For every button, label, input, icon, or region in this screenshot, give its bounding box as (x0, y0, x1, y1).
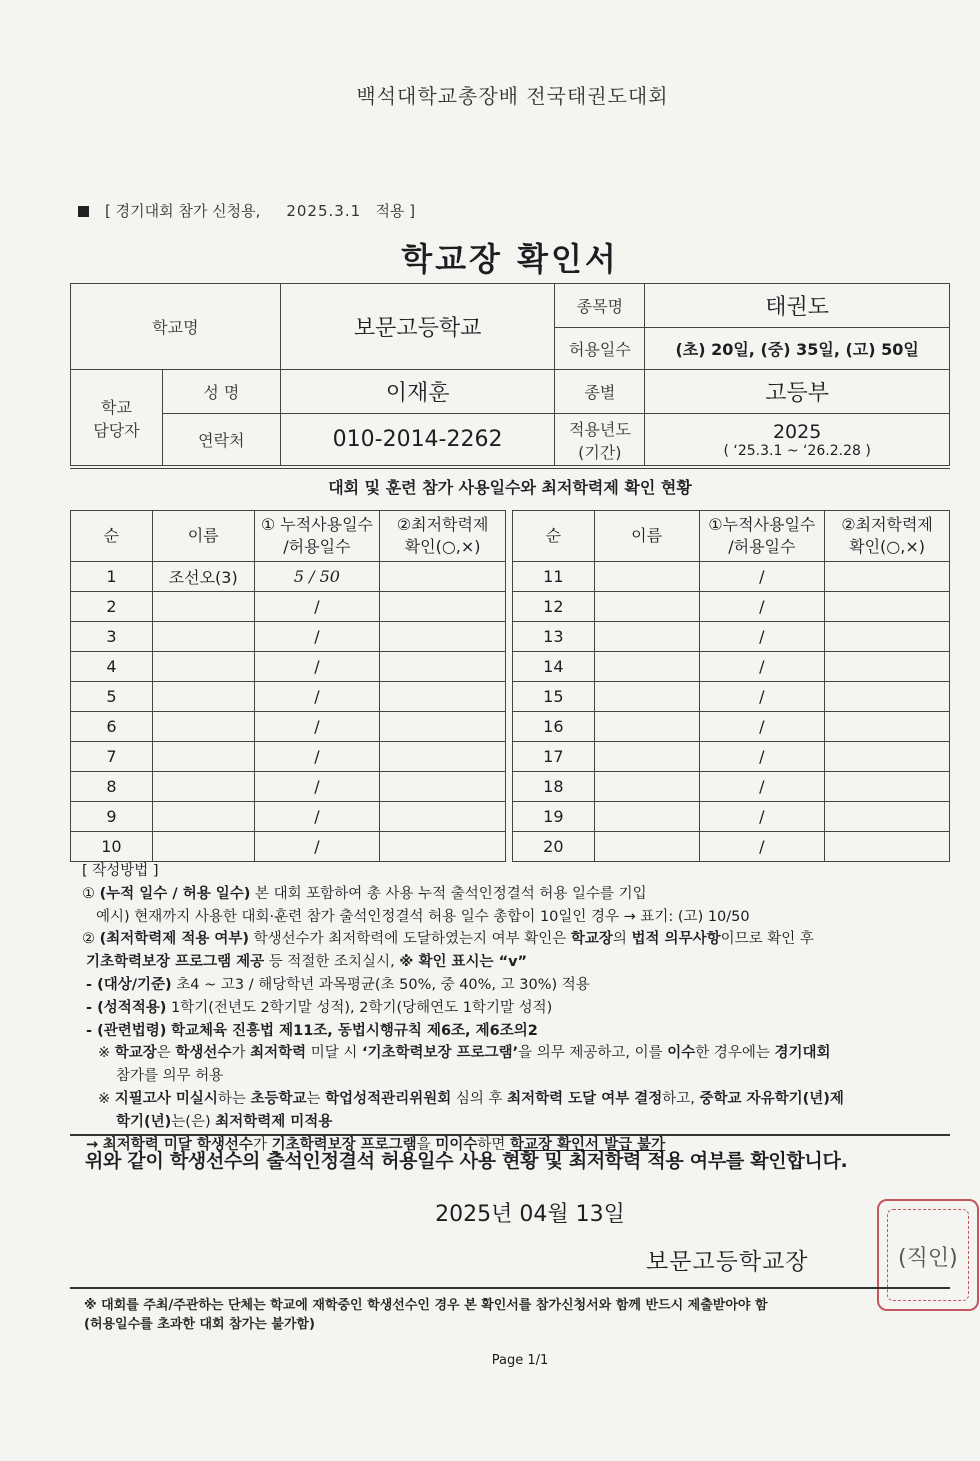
row-days: / (254, 592, 380, 622)
row-check (825, 712, 950, 742)
row-num: 8 (71, 772, 153, 802)
header-name-right: 이름 (594, 511, 699, 562)
row-check (380, 712, 506, 742)
table-row (71, 802, 950, 832)
column-gap (505, 712, 512, 742)
instruction-2-bold2: 학교장 (570, 931, 613, 948)
row-name: 조선오(3) (152, 562, 254, 592)
row-check (825, 562, 950, 592)
row-days: / (699, 562, 825, 592)
arrow-g: 하면 (477, 1136, 506, 1153)
sport-value: 태권도 (645, 284, 950, 328)
year-label-line2: (기간) (578, 442, 622, 462)
law-text: 학교체육 진흥법 제11조, 동법시행규칙 제6조, 제6조의2 (170, 1022, 538, 1039)
column-gap (505, 802, 512, 832)
instructions-heading: [ 작성방법 ] (82, 863, 159, 879)
row-check (825, 742, 950, 772)
instruction-line-3 (82, 951, 952, 974)
row-days: / (699, 772, 825, 802)
note-1-e: 가 (231, 1045, 246, 1062)
confirmation-statement: 위와 같이 학생선수의 출석인정결석 허용일수 사용 현황 및 최저학력 적용 여부를 확인합니다. (85, 1150, 848, 1172)
row-check (825, 652, 950, 682)
instruction-note-2 (82, 1088, 952, 1111)
contact-label: 연락처 (162, 414, 280, 466)
manager-label (71, 370, 163, 466)
note-1-b: 학교장 (114, 1045, 157, 1062)
year-period: ( ‘25.3.1 ~ ‘26.2.28 ) (723, 442, 871, 459)
header-days-line2: /허용일수 (283, 537, 351, 556)
row-num: 20 (512, 832, 594, 862)
instruction-note-1-cont: 참가를 의무 허용 (116, 1068, 224, 1085)
year-label (555, 414, 645, 466)
row-check (380, 772, 506, 802)
note-2-d: 초등학교 (250, 1090, 307, 1107)
instruction-2-mid: 의 (612, 931, 627, 948)
row-num: 16 (512, 712, 594, 742)
row-num: 17 (512, 742, 594, 772)
row-days: / (699, 832, 825, 862)
allowed-days-label: 허용일수 (555, 328, 645, 370)
row-name (594, 742, 699, 772)
row-days: / (254, 652, 380, 682)
division-value: 고등부 (645, 370, 950, 414)
note-1-c: 은 (156, 1045, 171, 1062)
roster-header-row (71, 511, 950, 562)
manager-label-line1: 학교 (100, 397, 132, 417)
row-days: / (699, 622, 825, 652)
note-2-f: 학업성적관리위원회 (325, 1090, 452, 1107)
row-days: / (254, 622, 380, 652)
row-num: 6 (71, 712, 153, 742)
row-days: / (699, 682, 825, 712)
row-days: 5 / 50 (254, 562, 380, 592)
row-check (380, 622, 506, 652)
law-bold: - (관련법령) (86, 1022, 167, 1039)
header-num-right: 순 (512, 511, 594, 562)
instruction-1-text: 본 대회 포함하여 총 사용 누적 출석인정결석 허용 일수를 기입 (255, 885, 647, 902)
header-days-right (699, 511, 825, 562)
instruction-3-bold2: ※ 확인 표시는 “v” (399, 954, 528, 971)
note-2-cont-a: 학기(년) (116, 1113, 172, 1130)
table-row (71, 652, 950, 682)
row-num: 4 (71, 652, 153, 682)
row-name (152, 712, 254, 742)
row-name (152, 682, 254, 712)
instruction-law (82, 1020, 952, 1043)
athlete-roster-table (70, 510, 950, 862)
note-1-l: 경기대회 (774, 1045, 831, 1062)
note-2-j: 중학교 자유학기(년)제 (699, 1090, 844, 1107)
instruction-example: 예시) 현재까지 사용한 대회·훈련 참가 출석인정결석 허용 일수 총합이 10일인 경우 → 표기: (고) 10/50 (96, 908, 750, 925)
arrow-h: 학교장 확인서 발급 불가 (509, 1136, 666, 1153)
row-days: / (699, 652, 825, 682)
row-check (825, 622, 950, 652)
instruction-note-2-cont (82, 1111, 952, 1134)
row-check (380, 682, 506, 712)
instruction-2-bold: (최저학력제 적용 여부) (99, 931, 250, 948)
row-name (152, 802, 254, 832)
year-value: 2025 (772, 420, 822, 443)
note-2-c: 하는 (217, 1090, 246, 1107)
row-check (825, 682, 950, 712)
division-label: 종별 (555, 370, 645, 414)
school-name-value: 보문고등학교 (280, 284, 555, 370)
row-name (594, 802, 699, 832)
target-bold: - (대상/기준) (86, 976, 172, 993)
header-check-right-line1: ②최저학력제 (841, 515, 933, 534)
row-days: / (699, 712, 825, 742)
table-row (71, 832, 950, 862)
circled-one: ① (82, 885, 95, 902)
divider-bottom (70, 1287, 950, 1289)
manager-name-value: 이재훈 (280, 370, 555, 414)
note-1-j: 이수 (667, 1045, 696, 1062)
row-name (152, 772, 254, 802)
arrow-e: 을 (416, 1136, 431, 1153)
footnote-line-1: ※ 대회를 주최/주관하는 단체는 학교에 재학중인 학생선수인 경우 본 확인서를 참가신청서와 함께 반드시 제출받아야 함 (84, 1298, 768, 1313)
arrow-f: 미이수 (435, 1136, 478, 1153)
row-check (380, 562, 506, 592)
row-num: 3 (71, 622, 153, 652)
row-check (380, 742, 506, 772)
arrow-b: 최저학력 미달 학생선수 (102, 1136, 253, 1153)
row-check (380, 652, 506, 682)
row-check (825, 802, 950, 832)
column-gap (505, 682, 512, 712)
row-days: / (699, 742, 825, 772)
header-days-right-line2: /허용일수 (728, 537, 796, 556)
column-gap (505, 511, 512, 562)
table-row (71, 592, 950, 622)
row-check (380, 832, 506, 862)
note-1-h: ‘기초학력보장 프로그램’ (361, 1045, 519, 1062)
contact-value: 010-2014-2262 (280, 414, 555, 466)
instruction-2-end: 이므로 확인 후 (720, 931, 814, 948)
instruction-note-1 (82, 1042, 952, 1065)
form-tag-text: [ 경기대회 참가 신청용, (105, 202, 261, 220)
principal-name: 보문고등학교장 (646, 1249, 809, 1275)
column-gap (505, 622, 512, 652)
instruction-target (82, 974, 952, 997)
column-gap (505, 562, 512, 592)
header-check-right (825, 511, 950, 562)
instruction-2-bold3: 법적 의무사항 (631, 931, 721, 948)
row-days: / (254, 712, 380, 742)
instruction-3-bold: 기초학력보장 프로그램 제공 (86, 954, 265, 971)
header-days (254, 511, 380, 562)
column-gap (505, 742, 512, 772)
row-num: 2 (71, 592, 153, 622)
page-number: Page 1/1 (491, 1353, 549, 1368)
row-check (380, 802, 506, 832)
table-row (71, 682, 950, 712)
document-title: 학교장 확인서 (401, 240, 619, 278)
row-name (594, 832, 699, 862)
document-date: 2025년 04월 13일 (435, 1202, 625, 1227)
header-days-line1: ① 누적사용일수 (260, 515, 373, 534)
row-name (594, 562, 699, 592)
row-name (152, 622, 254, 652)
divider-top (70, 1134, 950, 1136)
row-days: / (254, 802, 380, 832)
note-1-f: 최저학력 (250, 1045, 307, 1062)
note-mark: ※ (98, 1045, 111, 1062)
arrow-a: → (86, 1136, 99, 1153)
note-2-e: 는 (306, 1090, 321, 1107)
row-check (825, 592, 950, 622)
row-check (825, 832, 950, 862)
instruction-2-text: 학생선수가 최저학력에 도달하였는지 여부 확인은 (253, 931, 567, 948)
row-name (594, 712, 699, 742)
row-check (825, 772, 950, 802)
table-row (71, 622, 950, 652)
note-2-g: 심의 후 (455, 1090, 503, 1107)
note-2-cont-c: 최저학력제 미적용 (215, 1113, 333, 1130)
grades-bold: - (성적적용) (86, 999, 167, 1016)
table-row (71, 562, 950, 592)
row-num: 9 (71, 802, 153, 832)
header-num: 순 (71, 511, 153, 562)
note-1-g: 미달 시 (310, 1045, 358, 1062)
table-row (71, 712, 950, 742)
form-tag-suffix: 적용 ] (375, 202, 416, 220)
column-gap (505, 772, 512, 802)
row-num: 11 (512, 562, 594, 592)
instructions (82, 860, 952, 1156)
row-num: 5 (71, 682, 153, 712)
row-name (594, 652, 699, 682)
row-days: / (699, 802, 825, 832)
row-name (594, 592, 699, 622)
year-label-line1: 적용년도 (568, 419, 631, 439)
row-name (152, 742, 254, 772)
event-title: 백석대학교총장배 전국태권도대회 (356, 84, 669, 108)
instruction-line-2 (82, 928, 952, 951)
allowed-days-value: (초) 20일, (중) 35일, (고) 50일 (645, 328, 950, 370)
row-name (594, 622, 699, 652)
section-title: 대회 및 훈련 참가 사용일수와 최저학력제 확인 현황 (70, 468, 950, 509)
year-value-cell (645, 414, 950, 466)
row-days: / (254, 682, 380, 712)
manager-name-label: 성 명 (162, 370, 280, 414)
note-2-cont-b: 는(은) (171, 1113, 211, 1130)
row-num: 1 (71, 562, 153, 592)
footnote (84, 1296, 954, 1334)
row-num: 15 (512, 682, 594, 712)
note-2-b: 지필고사 미실시 (114, 1090, 218, 1107)
column-gap (505, 652, 512, 682)
square-bullet-icon (78, 206, 89, 217)
sport-label: 종목명 (555, 284, 645, 328)
form-tag (78, 200, 415, 221)
footnote-line-2: (허용일수를 초과한 대회 참가는 불가함) (84, 1317, 315, 1332)
instruction-1-bold: (누적 일수 / 허용 일수) (99, 885, 251, 902)
manager-label-line2: 담당자 (93, 420, 140, 440)
column-gap (505, 832, 512, 862)
row-days: / (254, 832, 380, 862)
note-1-i: 을 의무 제공하고, 이를 (518, 1045, 663, 1062)
note-mark: ※ (98, 1090, 111, 1107)
target-text: 초4 ~ 고3 / 해당학년 과목평균(초 50%, 중 40%, 고 30%) 적용 (176, 976, 590, 993)
row-num: 19 (512, 802, 594, 832)
header-name: 이름 (152, 511, 254, 562)
header-check-line2: 확인(○,×) (404, 537, 481, 556)
note-2-h: 최저학력 도달 여부 결정 (507, 1090, 663, 1107)
grades-text: 1학기(전년도 2학기말 성적), 2학기(당해연도 1학기말 성적) (170, 999, 553, 1016)
note-1-d: 학생선수 (175, 1045, 232, 1062)
row-check (380, 592, 506, 622)
instruction-line-1 (82, 883, 952, 906)
header-check-right-line2: 확인(○,×) (849, 537, 925, 556)
arrow-c: 가 (252, 1136, 267, 1153)
header-days-right-line1: ①누적사용일수 (708, 515, 816, 534)
table-row (71, 772, 950, 802)
note-1-k: 한 경우에는 (695, 1045, 770, 1062)
row-num: 14 (512, 652, 594, 682)
row-num: 10 (71, 832, 153, 862)
row-num: 18 (512, 772, 594, 802)
header-check (380, 511, 506, 562)
row-num: 13 (512, 622, 594, 652)
circled-two: ② (82, 931, 95, 948)
arrow-d: 기초학력보장 프로그램 (271, 1136, 417, 1153)
row-name (594, 772, 699, 802)
row-num: 12 (512, 592, 594, 622)
seal-label: (직인) (898, 1246, 958, 1271)
instruction-3-text: 등 적절한 조치실시, (268, 954, 395, 971)
row-days: / (699, 592, 825, 622)
row-name (152, 592, 254, 622)
row-name (594, 682, 699, 712)
row-days: / (254, 772, 380, 802)
header-check-line1: ②최저학력제 (396, 515, 489, 534)
column-gap (505, 592, 512, 622)
form-tag-date: 2025.3.1 (286, 202, 362, 220)
table-row (71, 742, 950, 772)
row-days: / (254, 742, 380, 772)
note-2-i: 하고, (662, 1090, 695, 1107)
instruction-grades (82, 997, 952, 1020)
school-name-label: 학교명 (71, 284, 281, 370)
row-name (152, 832, 254, 862)
school-info-table (70, 283, 950, 466)
row-num: 7 (71, 742, 153, 772)
row-name (152, 652, 254, 682)
